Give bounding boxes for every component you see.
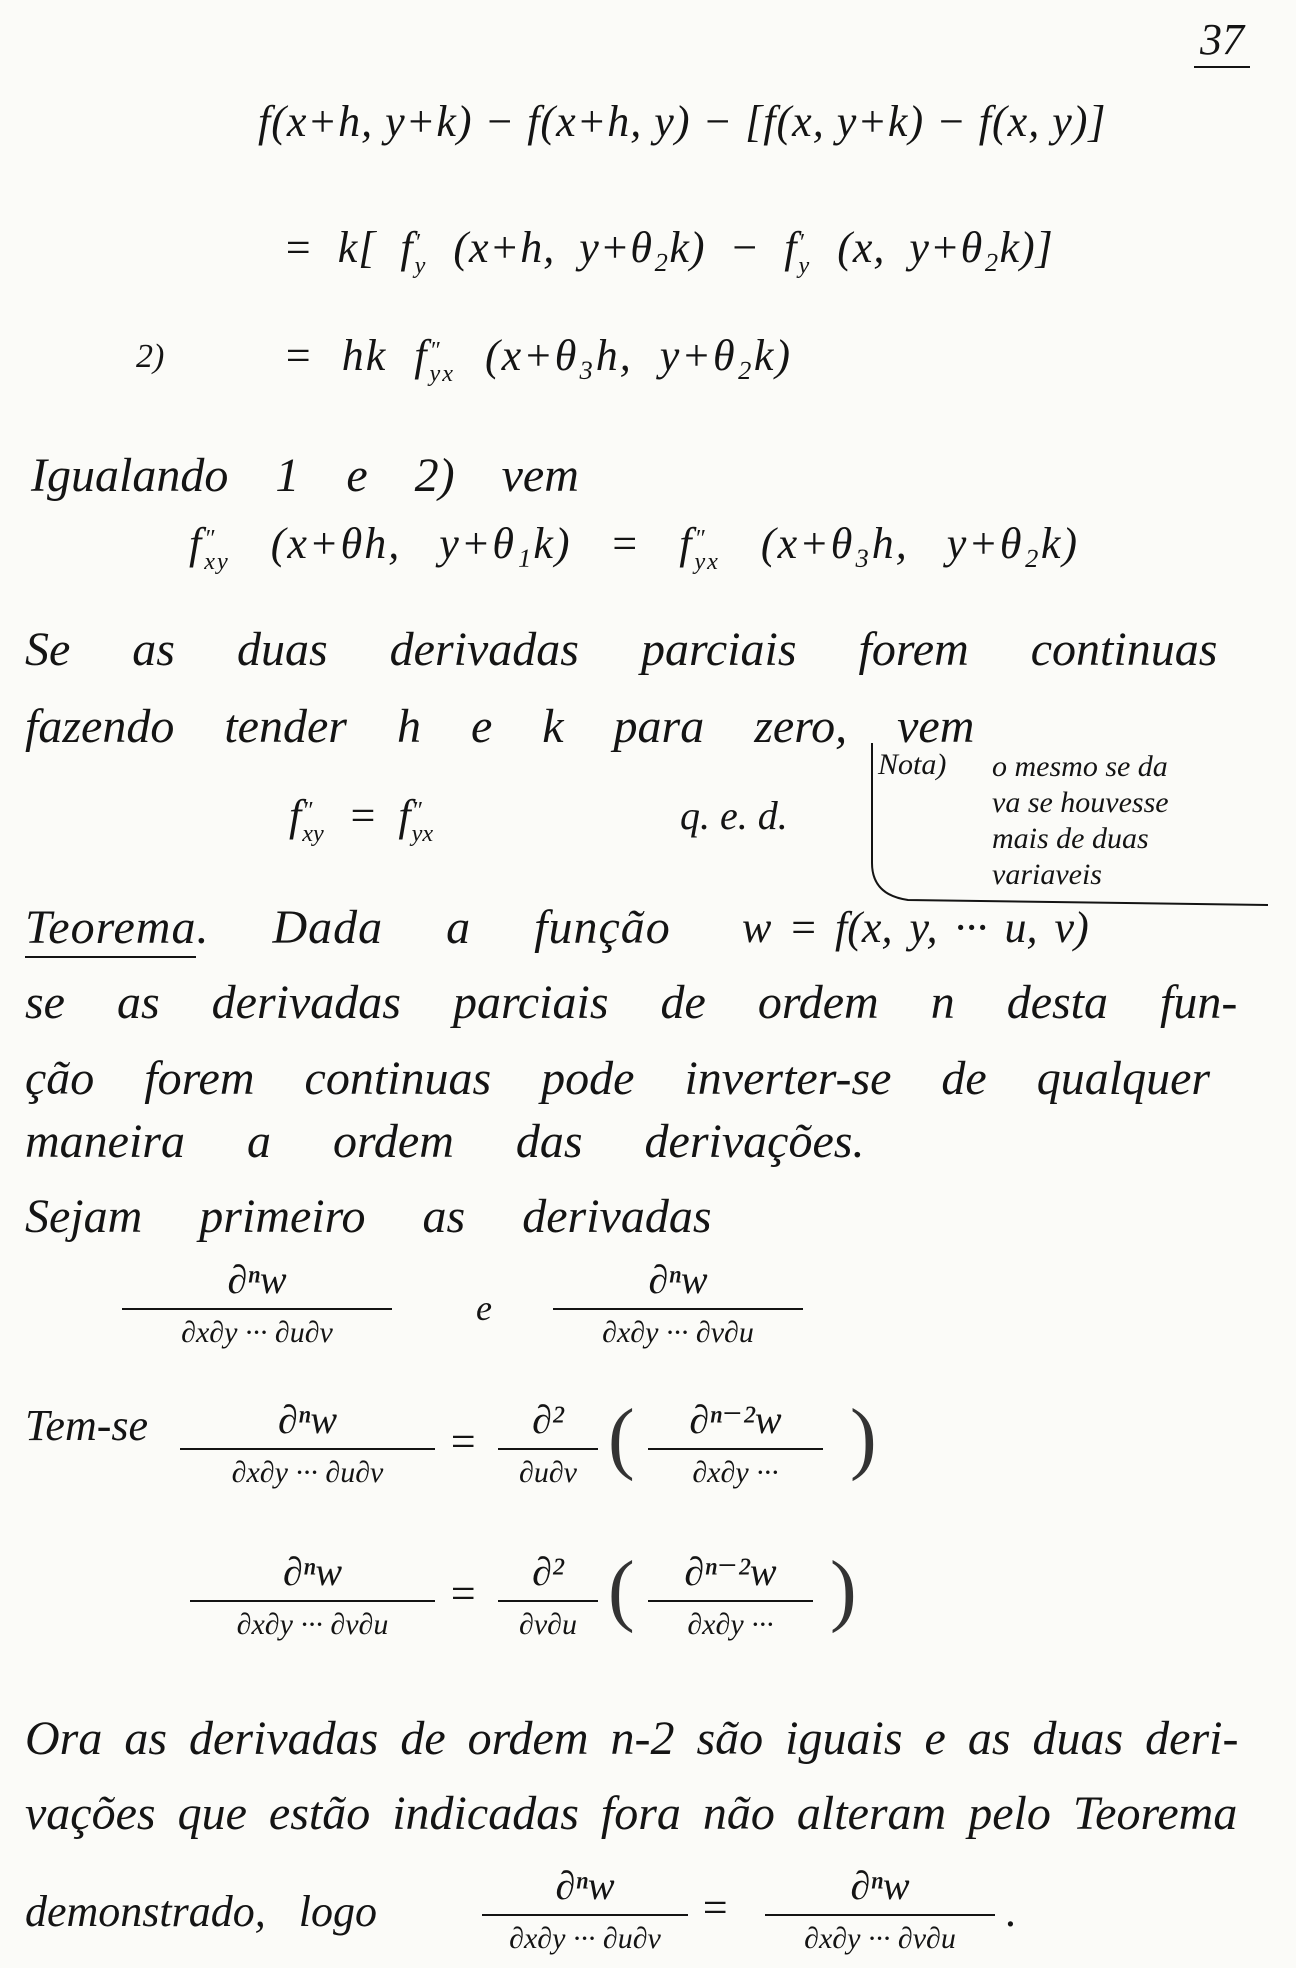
eq2-part3: (x, y+θ₂k)] — [813, 223, 1054, 272]
text-conclusion-line: vações que estão indicadas fora não alteram pelo Teorema — [25, 1787, 1238, 1840]
fraction-numerator: ∂ⁿw — [648, 1257, 708, 1302]
fraction-bar — [765, 1914, 995, 1916]
fraction-inner-derivative — [648, 1397, 823, 1490]
fraction-numerator: ∂ⁿw — [282, 1549, 343, 1594]
eq5-prime2: ″ — [694, 524, 707, 552]
eq2-sub1: y — [414, 251, 427, 279]
fraction-numerator: ∂ⁿ⁻²w — [684, 1549, 777, 1594]
fraction-bar — [190, 1600, 435, 1602]
eq8-sub1: xy — [302, 819, 324, 847]
eq3-part2: (x+θ₃h, y+θ₂k) — [457, 331, 793, 380]
eq5-part1: f — [189, 519, 204, 568]
fraction-numerator: ∂ⁿw — [277, 1397, 338, 1442]
fraction-numerator: ∂² — [532, 1397, 564, 1442]
fraction-denominator: ∂x∂y ··· ∂u∂v — [231, 1456, 384, 1489]
close-paren: ) — [850, 1394, 877, 1482]
theorem-function: w = f(x, y, ··· u, v) — [742, 903, 1089, 952]
equals-sign: = — [448, 1417, 478, 1466]
eq2-part1: = k[ f — [283, 223, 414, 272]
fraction-numerator: ∂ⁿw — [555, 1863, 615, 1908]
theorem-intro: . Dada a função — [196, 901, 671, 954]
text-continuity: Se as duas derivadas parciais forem continuas — [25, 623, 1218, 676]
equation-difference: f(x+h, y+k) − f(x+h, y) − [f(x, y+k) − f(x, y)] — [258, 97, 1107, 146]
fraction-numerator: ∂ⁿ⁻²w — [689, 1397, 782, 1442]
fraction-bar — [553, 1308, 803, 1310]
eq8-part2: = f — [326, 791, 411, 840]
equation-equality-mixed — [189, 519, 1080, 575]
page-number: 37 — [1194, 18, 1250, 68]
eq5-sub2: yx — [694, 547, 720, 575]
eq8-prime1: ″ — [302, 796, 313, 824]
equation-second-mean-value — [283, 331, 793, 387]
eq8-prime2: ″ — [411, 796, 422, 824]
text-igualando: Igualando 1 e 2) vem — [31, 449, 579, 502]
text-theorem-line: maneira a ordem das derivações. — [25, 1115, 865, 1168]
fraction-bar — [180, 1448, 435, 1450]
eq3-part1: = hk f — [283, 331, 429, 380]
note-line: mais de duas — [992, 822, 1149, 855]
equation-first-mean-value — [283, 223, 1054, 279]
eq5-sub1: xy — [204, 547, 230, 575]
fraction-derivative-vu — [553, 1257, 803, 1350]
open-paren: ( — [608, 1546, 635, 1634]
equals-sign: = — [700, 1883, 730, 1932]
fraction-numerator: ∂ⁿw — [227, 1257, 287, 1302]
eq5-prime1: ″ — [204, 524, 217, 552]
fraction-denominator: ∂x∂y ··· ∂v∂u — [602, 1316, 754, 1349]
fraction-bar — [482, 1914, 688, 1916]
fraction-denominator: ∂x∂y ··· ∂v∂u — [236, 1608, 389, 1641]
fraction-derivative-vu — [765, 1863, 995, 1956]
fraction-bar — [648, 1448, 823, 1450]
equals-sign: = — [448, 1569, 478, 1618]
eq5-index2 — [694, 524, 720, 575]
note-line: variaveis — [992, 858, 1102, 891]
fraction-denominator: ∂u∂v — [519, 1456, 577, 1489]
open-paren: ( — [608, 1394, 635, 1482]
fraction-bar — [498, 1448, 598, 1450]
text-theorem-line: ção forem continuas pode inverter-se de qualquer — [25, 1052, 1211, 1105]
eq2-prime1: ′ — [414, 228, 421, 256]
fraction-operator-vu — [498, 1549, 598, 1642]
fraction-derivative-uv — [180, 1397, 435, 1490]
final-period: . — [1006, 1887, 1017, 1936]
note-line: o mesmo se da — [992, 750, 1168, 783]
eq5-part2: (x+θh, y+θ₁k) = f — [232, 519, 694, 568]
eq5-part3: (x+θ₃h, y+θ₂k) — [722, 519, 1080, 568]
note-label: Nota) — [878, 748, 947, 781]
eq8-index2 — [411, 796, 434, 847]
fraction-bar — [648, 1600, 813, 1602]
fraction-denominator: ∂x∂y ··· — [692, 1456, 779, 1489]
fraction-bar — [498, 1600, 598, 1602]
text-demonstrado: demonstrado, logo — [25, 1887, 377, 1936]
theorem-title: Teorema — [25, 901, 196, 958]
eq3-index — [429, 336, 455, 387]
qed-mark: q. e. d. — [680, 793, 788, 838]
text-theorem-line: se as derivadas parciais de ordem n desta fun- — [25, 976, 1238, 1029]
text-limit: fazendo tender h e k para zero, vem — [25, 700, 975, 753]
fraction-denominator: ∂x∂y ··· ∂u∂v — [509, 1922, 661, 1955]
eq8-index1 — [302, 796, 324, 847]
note-line: va se houvesse — [992, 786, 1169, 819]
equation-label-2: 2) — [136, 338, 165, 375]
text-sejam: Sejam primeiro as derivadas — [25, 1190, 712, 1243]
fraction-derivative-uv — [482, 1863, 688, 1956]
fraction-bar — [122, 1308, 392, 1310]
eq3-sub: yx — [429, 359, 455, 387]
eq2-sub2: y — [798, 251, 811, 279]
fraction-denominator: ∂x∂y ··· ∂u∂v — [181, 1316, 333, 1349]
eq2-index2 — [798, 228, 811, 279]
eq2-part2: (x+h, y+θ₂k) − f — [429, 223, 798, 272]
equation-result — [289, 791, 436, 847]
fraction-numerator: ∂² — [532, 1549, 564, 1594]
text-tem-se: Tem-se — [25, 1401, 149, 1450]
eq8-sub2: yx — [411, 819, 434, 847]
conjunction-e: e — [476, 1288, 492, 1328]
fraction-derivative-uv — [122, 1257, 392, 1350]
fraction-derivative-vu — [190, 1549, 435, 1642]
eq3-prime: ″ — [429, 336, 442, 364]
close-paren: ) — [830, 1546, 857, 1634]
fraction-operator-uv — [498, 1397, 598, 1490]
eq2-prime2: ′ — [798, 228, 805, 256]
eq8-part1: f — [289, 791, 302, 840]
fraction-denominator: ∂x∂y ··· — [687, 1608, 774, 1641]
fraction-numerator: ∂ⁿw — [850, 1863, 910, 1908]
theorem-heading — [25, 901, 671, 954]
eq5-index1 — [204, 524, 230, 575]
fraction-denominator: ∂v∂u — [519, 1608, 577, 1641]
text-conclusion-line: Ora as derivadas de ordem n-2 são iguais e as duas deri- — [25, 1712, 1239, 1765]
eq2-index1 — [414, 228, 427, 279]
fraction-inner-derivative — [648, 1549, 813, 1642]
fraction-denominator: ∂x∂y ··· ∂v∂u — [804, 1922, 956, 1955]
